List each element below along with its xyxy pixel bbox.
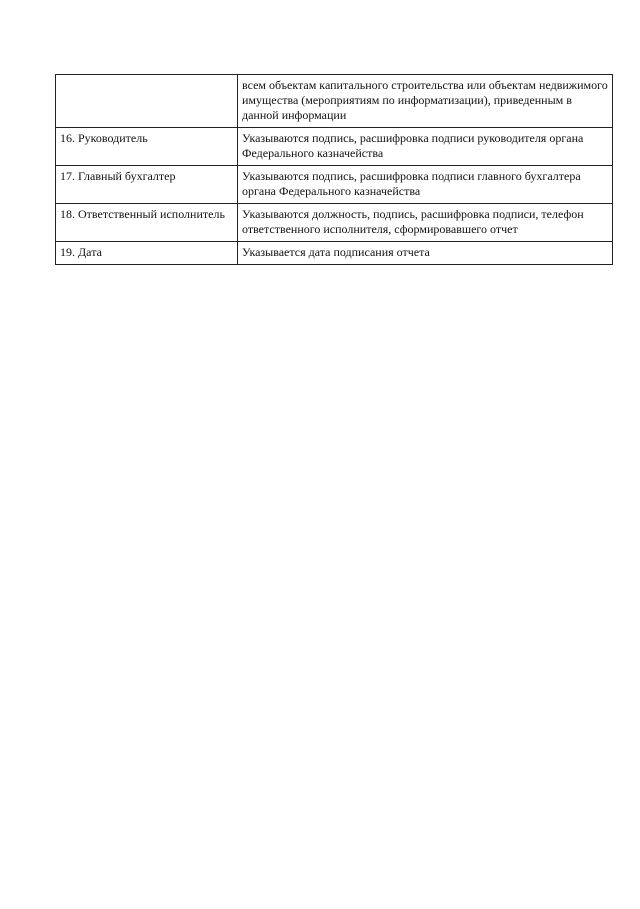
table-row	[56, 128, 613, 166]
field-name-cell: 18. Ответственный исполнитель	[56, 204, 238, 242]
field-description-cell: Указываются должность, подпись, расшифровка подписи, телефон ответственного исполнителя, сформировавшего отчет	[238, 204, 613, 242]
field-name-cell: 19. Дата	[56, 242, 238, 265]
table-row	[56, 166, 613, 204]
field-description-cell: Указываются подпись, расшифровка подписи главного бухгалтера органа Федерального казначейства	[238, 166, 613, 204]
field-name-cell: 16. Руководитель	[56, 128, 238, 166]
table-row	[56, 75, 613, 128]
field-description-cell: всем объектам капитального строительства или объектам недвижимого имущества (мероприятиям по информатизации), приведенным в данной информации	[238, 75, 613, 128]
report-fields-table	[55, 74, 613, 265]
table-row	[56, 204, 613, 242]
field-name-cell: 17. Главный бухгалтер	[56, 166, 238, 204]
table-row	[56, 242, 613, 265]
field-description-cell: Указывается дата подписания отчета	[238, 242, 613, 265]
field-description-cell: Указываются подпись, расшифровка подписи руководителя органа Федерального казначейства	[238, 128, 613, 166]
field-name-cell	[56, 75, 238, 128]
